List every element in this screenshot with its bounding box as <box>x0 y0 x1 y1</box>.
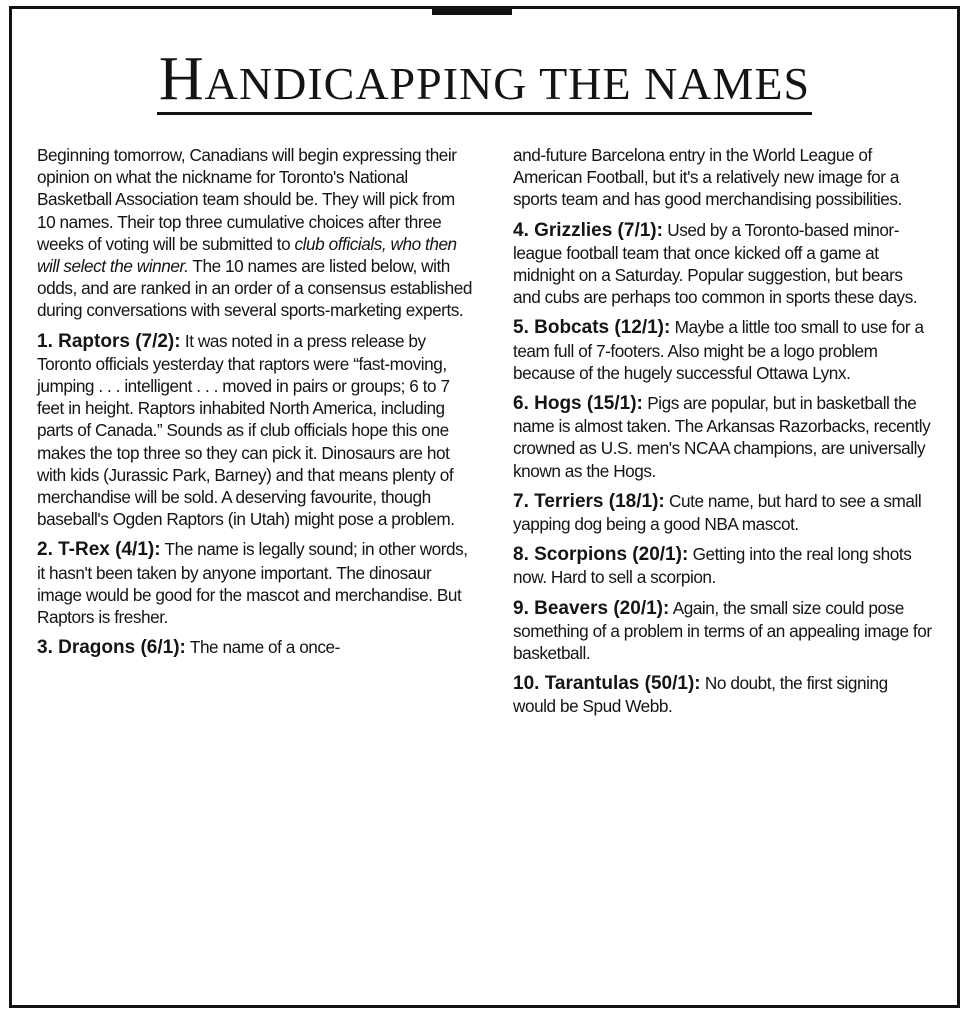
entry-tarantulas <box>513 672 933 717</box>
entry-scorpions <box>513 543 933 588</box>
entry-raptors <box>37 330 477 531</box>
entry-heading: 10. Tarantulas (50/1): <box>513 673 701 695</box>
entry-heading: 7. Terriers (18/1): <box>513 490 665 512</box>
entry-heading: 2. T-Rex (4/1): <box>37 539 161 561</box>
intro-text-1: Beginning tomorrow, Canadians will begin expressing their opinion on what the nickname for Toronto's National Basketball Association team should be. They will pick from 10 names. Their top three cumulative choices after three weeks of voting will be submitted to <box>37 145 457 254</box>
entry-heading: 8. Scorpions (20/1): <box>513 544 689 566</box>
entry-body: It was noted in a press release by Toronto officials yesterday that raptors were “fast-moving, jumping . . . intelligent . . . moved in pairs or groups; 6 to 7 feet in height. Raptors inhabited North America, including parts of Canada.” Sounds as if club officials hope this one makes the top three so they can pick it. Dinosaurs are hot with kids (Jurassic Park, Barney) and that means plenty of merchandise will be sold. A deserving favourite, though baseball's Ogden Raptors (in Utah) might pose a problem. <box>37 330 455 530</box>
headline-initial: H <box>158 45 205 113</box>
entry-heading: 1. Raptors (7/2): <box>37 330 181 352</box>
headline <box>157 45 812 115</box>
entry-body: Getting into the real long shots now. Hard to sell a scorpion. <box>513 544 912 588</box>
entry-body-continued: and-future Barcelona entry in the World League of American Football, but it's a relatively new image for a sports team and has good merchandising possibilities. <box>513 145 902 210</box>
entry-body: Pigs are popular, but in basketball the name is almost taken. The Arkansas Razorbacks, recently crowned as U.S. men's NCAA champions, are universally known as the Hogs. <box>513 393 931 481</box>
entry-body: Cute name, but hard to see a small yapping dog being a good NBA mascot. <box>513 490 922 535</box>
headline-word-3: NAMES <box>644 58 811 109</box>
entry-bobcats <box>513 316 933 384</box>
entry-grizzlies <box>513 219 933 309</box>
entry-heading: 3. Dragons (6/1): <box>37 637 186 659</box>
entry-terriers <box>513 490 933 535</box>
intro-text-2: The 10 names are listed below, with odds, and are ranked in an order of a consensus established during conversations with several sports-marketing experts. <box>37 256 472 321</box>
headline-word-1: ANDICAPPING <box>204 58 528 109</box>
intro-paragraph <box>37 144 477 322</box>
entry-dragons <box>37 636 477 659</box>
entry-heading: 5. Bobcats (12/1): <box>513 317 671 339</box>
right-column <box>513 144 933 726</box>
entry-beavers <box>513 597 933 665</box>
entry-body: The name is legally sound; in other words, it hasn't been taken by anyone important. The dinosaur image would be good for the mascot and merchandise. But Raptors is fresher. <box>37 539 468 628</box>
entry-heading: 4. Grizzlies (7/1): <box>513 219 663 241</box>
intro-italic: club officials, who then will select the winner. <box>37 233 457 277</box>
entry-dragons-continued <box>513 144 933 211</box>
entry-body: Used by a Toronto-based minor-league football team that once kicked off a game at midnight on a Saturday. Popular suggestion, but bears and cubs are perhaps too common in sports these days. <box>513 219 918 308</box>
entry-body: Maybe a little too small to use for a team full of 7-footers. Also might be a logo problem because of the hugely successful Ottawa Lynx. <box>513 317 924 383</box>
entry-body: The name of a once- <box>185 637 340 658</box>
entry-t-rex <box>37 538 477 628</box>
entry-heading: 9. Beavers (20/1): <box>513 597 670 619</box>
entry-hogs <box>513 392 933 482</box>
entry-heading: 6. Hogs (15/1): <box>513 393 643 415</box>
headline-word-2: THE <box>539 58 632 109</box>
left-column <box>37 144 477 667</box>
headline-wrap <box>12 45 957 115</box>
entry-body: Again, the small size could pose something of a problem in terms of an appealing image for basketball. <box>513 597 932 664</box>
top-rule <box>432 9 512 15</box>
entry-body: No doubt, the first signing would be Spud Webb. <box>513 673 888 717</box>
